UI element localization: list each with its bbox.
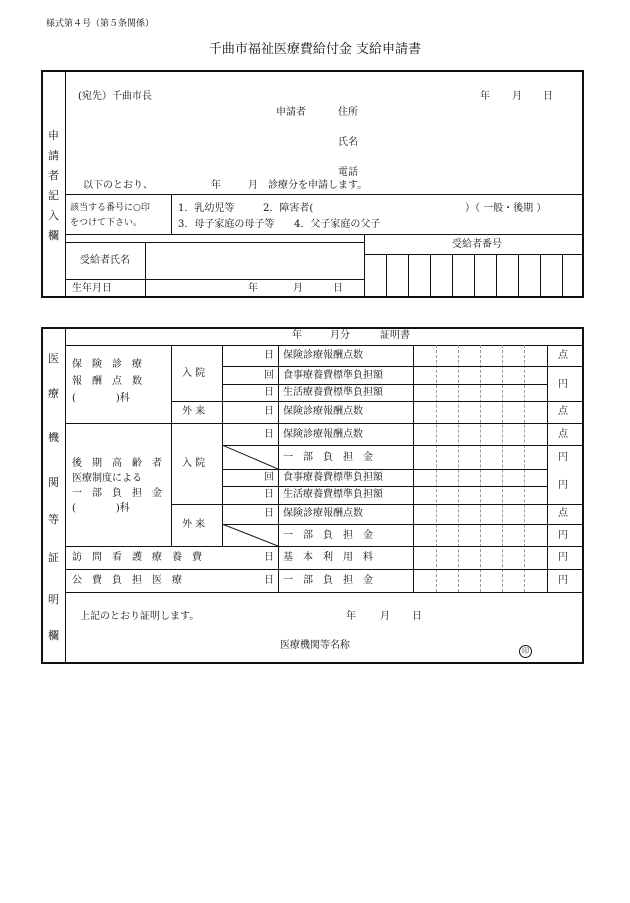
unit-point: 点 (558, 508, 568, 519)
inpatient-label: 入 院 (182, 458, 206, 469)
unit-yen: 円 (558, 452, 568, 463)
row-insurance-points: 保険診療報酬点数 (283, 350, 363, 361)
unit-day: 日 (264, 429, 274, 440)
request-year-label: 年 (211, 180, 221, 191)
form-number: 様式第４号（第５条関係） (46, 19, 155, 29)
unit-day: 日 (264, 387, 274, 398)
date-year-label: 年 (480, 91, 490, 102)
option-2-tail: ）（ 一般・後期 ） (465, 203, 547, 214)
cert-day-label: 日 (412, 611, 422, 622)
row-meal-cost: 食事療養費標準負担額 (283, 370, 383, 381)
recipient-name-field[interactable] (146, 243, 363, 278)
insurance-label-1: 保 険 診 療 (72, 359, 142, 370)
name-label: 氏名 (338, 137, 358, 148)
row-insurance-points: 保険診療報酬点数 (283, 508, 363, 519)
page-title: 千曲市福祉医療費給付金 支給申請書 (208, 42, 422, 57)
unit-day: 日 (264, 575, 274, 586)
unit-times: 回 (264, 370, 274, 381)
insurance-label-2: 報 酬 点 数 (72, 376, 142, 387)
outpatient-label: 外 来 (182, 406, 206, 417)
elderly-label-3: 一 部 負 担 金 (72, 488, 162, 499)
diagonal-slash (222, 445, 278, 469)
row-copay: 一 部 負 担 金 (283, 452, 373, 463)
request-month-label: 月 (248, 180, 258, 191)
unit-day: 日 (264, 489, 274, 500)
row-living-cost: 生活療養費標準負担額 (283, 489, 383, 500)
phone-label: 電話 (338, 167, 358, 178)
certify-text: 上記のとおり証明します。 (80, 611, 200, 622)
institution-name-label: 医療機関等名称 (280, 640, 350, 651)
cert-header-title: 証明書 (380, 330, 410, 341)
document-page: 様式第４号（第５条関係） 千曲市福祉医療費給付金 支給申請書 申 請 者 記 入 欄 (宛先）千曲市長 年 月 日 申請者 住所 氏名 電話 以下のとおり、 年 月 診療分を申請します。 該当する番号に○印 をつけて下さい。 1．乳幼児等 2．障害者( ）（ 一般・後期 ） 3．母子家庭の母子等 4．父子家庭の父子 受給者氏名 生年月日 年 月 日 受給者番号 医 療 機 関 等 証 明 欄 年 月分 証明書 保 険 診 療 報 酬 点 数 ( )科 入 院 外 来 日 保険診療報酬点数 点 回 食事療養費標準負担額 日 生活療養費標準負担額 円 日 保険診療報酬点数 点 後 期 高 齢 者 医療制度による 一 部 負 担 金 ( )科 入 院 外 来 日 保険診療報酬点数 点 一 部 負 担 金 円 回 食事療養費標準負担額 日 生活療養費標準負担額 円 日 保険診療報酬点数 点 一 部 負 担 金 円 訪 問 看 護 療 養 費 日 基 本 利 用 料 円 公 費 負 担 医 療 日 一 部 負 担 金 円 上記のとおり証明します。 年 月 日 医療機関等名称 印 (0, 0, 630, 903)
unit-point: 点 (558, 406, 568, 417)
row-copay: 一 部 負 担 金 (283, 575, 373, 586)
insurance-label-3: ( )科 (72, 393, 130, 404)
unit-day: 日 (264, 552, 274, 563)
cert-header-month: 月分 (330, 330, 350, 341)
date-day-label: 日 (543, 91, 553, 102)
row-basic-fee: 基 本 利 用 料 (283, 552, 373, 563)
recipient-name-label: 受給者氏名 (80, 255, 130, 266)
unit-day: 日 (264, 508, 274, 519)
elderly-label-4: ( )科 (72, 503, 130, 514)
applicant-label: 申請者 (276, 107, 306, 118)
row-insurance-points: 保険診療報酬点数 (283, 406, 363, 417)
option-1[interactable]: 1．乳幼児等 (178, 203, 235, 214)
birth-day-label: 日 (333, 283, 343, 294)
recipient-number-label: 受給者番号 (452, 239, 502, 250)
birth-month-label: 月 (293, 283, 303, 294)
option-4[interactable]: 4．父子家庭の父子 (294, 219, 381, 230)
row-insurance-points: 保険診療報酬点数 (283, 429, 363, 440)
cert-month-label: 月 (380, 611, 390, 622)
unit-point: 点 (558, 350, 568, 361)
date-month-label: 月 (512, 91, 522, 102)
row-copay: 一 部 負 担 金 (283, 530, 373, 541)
row-meal-cost: 食事療養費標準負担額 (283, 472, 383, 483)
row-living-cost: 生活療養費標準負担額 (283, 387, 383, 398)
birth-date-label: 生年月日 (72, 283, 112, 294)
home-nursing-label: 訪 問 看 護 療 養 費 (72, 552, 202, 563)
outpatient-label: 外 来 (182, 519, 206, 530)
diagonal-slash (222, 524, 278, 546)
unit-yen: 円 (558, 480, 568, 491)
address-label: 住所 (338, 107, 358, 118)
unit-yen: 円 (558, 530, 568, 541)
inpatient-label: 入 院 (182, 368, 206, 379)
cert-year-label: 年 (346, 611, 356, 622)
unit-times: 回 (264, 472, 274, 483)
unit-point: 点 (558, 429, 568, 440)
request-text-1: 以下のとおり、 (83, 180, 153, 191)
unit-yen: 円 (558, 575, 568, 586)
unit-day: 日 (264, 406, 274, 417)
select-instruction-1: 該当する番号に○印 (70, 203, 150, 213)
option-3[interactable]: 3．母子家庭の母子等 (178, 219, 275, 230)
public-medical-label: 公 費 負 担 医 療 (72, 575, 182, 586)
select-instruction-2: をつけて下さい。 (70, 218, 143, 228)
cert-header-year: 年 (292, 330, 302, 341)
option-2[interactable]: 2．障害者( (263, 203, 314, 214)
unit-yen: 円 (558, 379, 568, 390)
unit-day: 日 (264, 350, 274, 361)
request-text-2: 診療分を申請します。 (268, 180, 368, 191)
addressee: (宛先）千曲市長 (78, 91, 152, 102)
birth-year-label: 年 (248, 283, 258, 294)
elderly-label-1: 後 期 高 齢 者 (72, 458, 162, 469)
seal-mark: 印 (519, 638, 532, 658)
elderly-label-2: 医療制度による (72, 473, 142, 484)
unit-yen: 円 (558, 552, 568, 563)
